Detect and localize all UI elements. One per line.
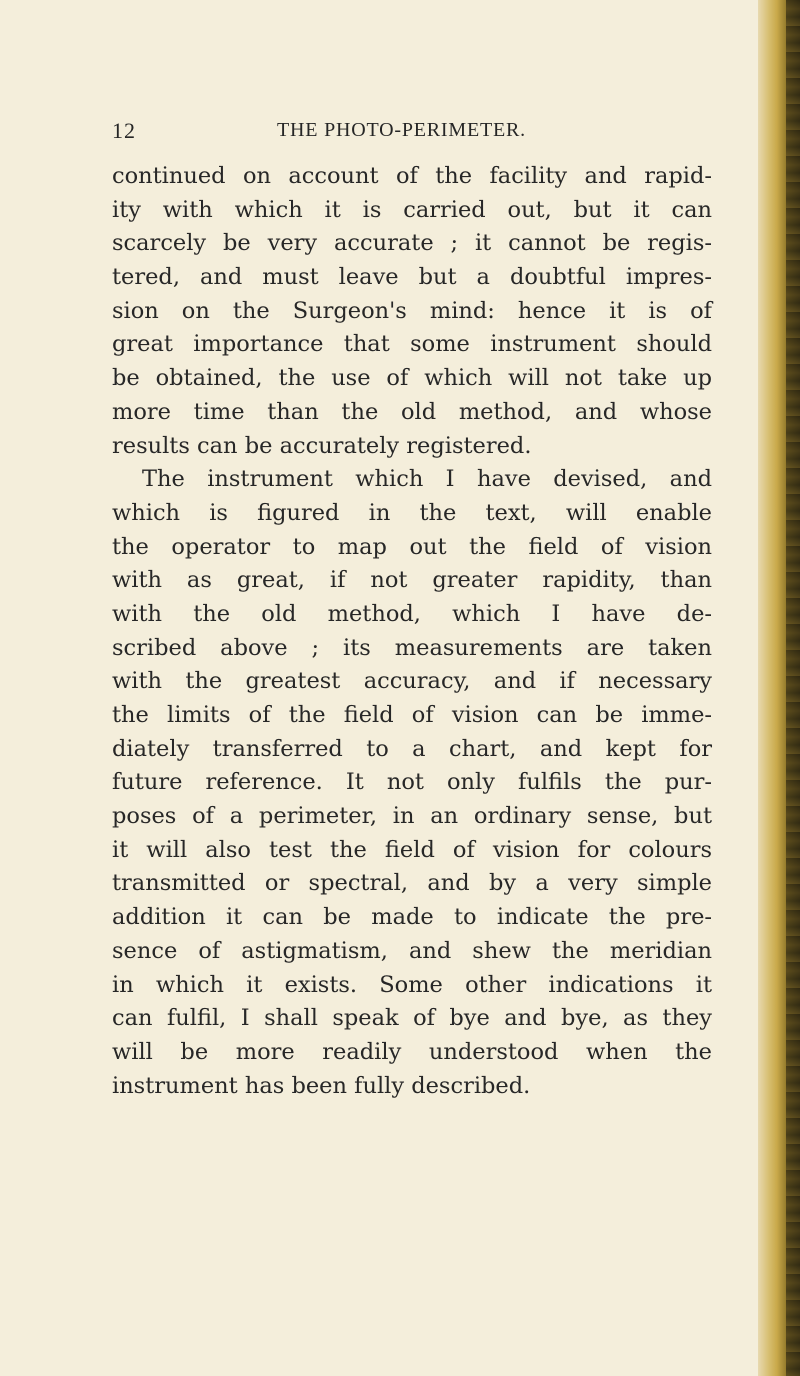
page-edge-shadow [786, 0, 800, 1376]
text-line: great importance that some instrument should [112, 331, 712, 358]
text-line: poses of a perimeter, in an ordinary sense, but [112, 803, 712, 830]
text-line: more time than the old method, and whose [112, 398, 712, 425]
text-line: transmitted or spectral, and by a very simple [112, 870, 712, 897]
text-line: continued on account of the facility and rapid- [112, 163, 712, 189]
text-line: with the greatest accuracy, and if necessary [112, 668, 712, 695]
page-number: 12 [112, 118, 136, 143]
text-line: will be more readily understood when the [112, 1038, 712, 1065]
text-line: sion on the Surgeon's mind: hence it is of [112, 297, 712, 324]
text-line: results can be accurately registered. [112, 432, 532, 459]
text-line: scarcely be very accurate ; it cannot be regis- [112, 230, 712, 257]
running-head: THE PHOTO-PERIMETER. [277, 119, 526, 141]
text-line: sence of astigmatism, and shew the meridian [112, 937, 712, 964]
body-text [112, 160, 712, 1103]
text-line: which is figured in the text, will enable [112, 499, 712, 526]
text-line: future reference. It not only fulfils the pur- [112, 769, 712, 796]
text-line: The instrument which I have devised, and [142, 466, 712, 493]
text-line: tered, and must leave but a doubtful impres- [112, 264, 712, 291]
text-line: addition it can be made to indicate the pre- [112, 904, 712, 931]
text-line: in which it exists. Some other indications it [112, 971, 712, 998]
text-line: scribed above ; its measurements are taken [112, 634, 712, 661]
page-header [112, 118, 732, 146]
text-line: diately transferred to a chart, and kept for [112, 735, 712, 762]
text-line: with as great, if not greater rapidity, than [112, 567, 712, 594]
text-line: can fulfil, I shall speak of bye and bye, as they [112, 1005, 712, 1032]
text-line: instrument has been fully described. [112, 1072, 531, 1099]
text-line: it will also test the field of vision for colours [112, 836, 712, 863]
text-line: ity with which it is carried out, but it can [112, 196, 712, 223]
text-line: the operator to map out the field of vision [112, 533, 712, 560]
text-line: the limits of the field of vision can be imme- [112, 702, 712, 728]
text-line: be obtained, the use of which will not take up [112, 365, 712, 392]
text-line: with the old method, which I have de- [112, 600, 712, 627]
